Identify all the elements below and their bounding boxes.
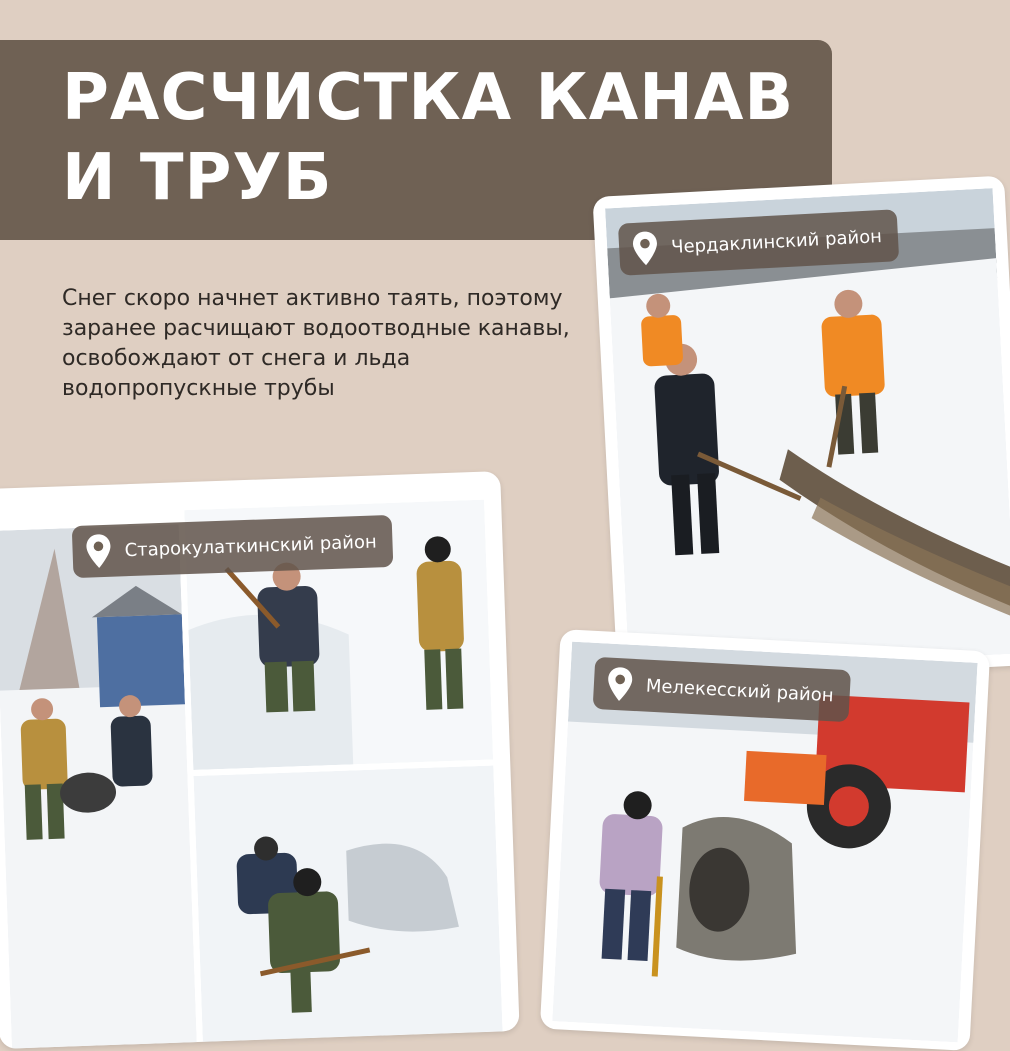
map-pin-icon (603, 665, 637, 703)
photo-card-cherdaklinsky (592, 176, 1010, 687)
map-pin-icon (628, 230, 662, 268)
map-pin-icon (82, 533, 115, 570)
page-title: РАСЧИСТКА КАНАВ И ТРУБ (62, 61, 795, 215)
location-name: Старокулаткинский район (124, 530, 378, 561)
photo-house-culvert (0, 524, 197, 1049)
location-name: Чердаклинский район (670, 225, 883, 258)
photo-clearing-pipe (194, 766, 503, 1042)
photo-card-melekessky (540, 629, 990, 1051)
photo-card-starokulatkinsky (0, 471, 520, 1049)
location-name: Мелекесский район (645, 675, 835, 706)
intro-text: Снег скоро начнет активно таять, поэтому заранее расчищают водоотводные канавы, освобождают от снега и льда водопропускные трубы (62, 286, 570, 401)
